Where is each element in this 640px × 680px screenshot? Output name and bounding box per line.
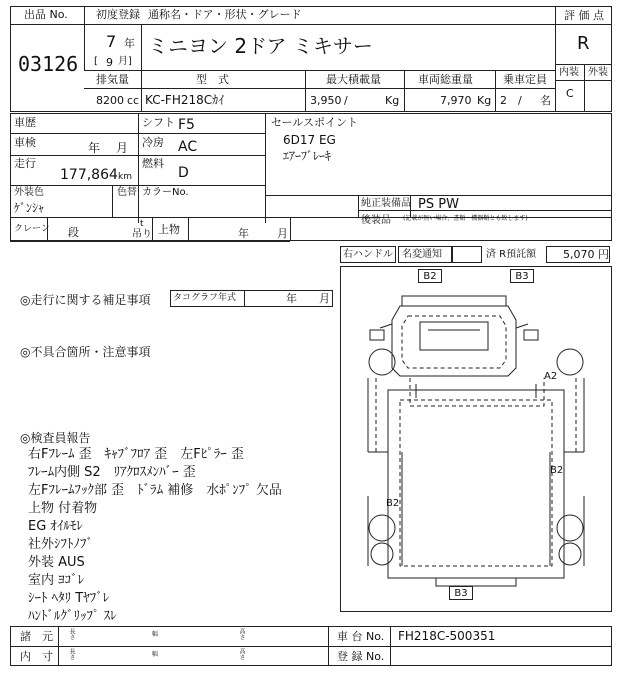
inspector-line: 右Fﾌﾚｰﾑ 歪 ｷｬﾌﾞﾌﾛｱ 歪 左Fﾋﾟﾗｰ 歪: [28, 447, 244, 462]
inspector-line: 左Fﾌﾚｰﾑﾌｯｸ部 歪 ﾄﾞﾗﾑ 補修 水ﾎﾟﾝﾌﾟ 欠品: [28, 483, 282, 498]
tax-value: 5,070: [563, 248, 595, 261]
details-left-divider: [138, 113, 139, 223]
mileage-value: 177,864: [60, 167, 118, 183]
mark-right-side: A2: [544, 371, 558, 382]
displacement-value: 8200: [96, 94, 124, 107]
dims-width-label: 幅: [152, 631, 159, 638]
crane-div-4: [290, 217, 291, 241]
spec-div-4: [495, 70, 496, 112]
header-label-row-line: [10, 24, 612, 25]
footer-div-3: [390, 626, 391, 666]
capacity-value: 2: [500, 94, 507, 107]
model-title-label: 通称名・ドア・形状・グレード: [148, 8, 302, 21]
inspector-line: 社外ｼﾌﾄﾉﾌﾞ: [28, 537, 94, 552]
truck-diagram: [340, 266, 612, 612]
inspector-line: ｼｰﾄ ﾍﾀﾘ Tﾔﾌﾞﾚ: [28, 591, 110, 606]
footer-div-1: [58, 626, 59, 666]
details-row2: [10, 155, 265, 156]
details-row5b: [358, 210, 612, 211]
first-reg-label: 初度登録: [96, 8, 140, 21]
dims-height-label: 高さ: [238, 628, 245, 640]
max-load-sep: /: [344, 94, 348, 107]
upper-label: 上物: [158, 223, 180, 236]
tacho-label: タコグラフ年式: [173, 293, 237, 303]
dims-length-label: 長さ: [68, 628, 75, 640]
details-row5: [265, 195, 612, 196]
capacity-sep: /: [518, 94, 522, 107]
lot-label: 出品 No.: [24, 8, 68, 21]
inspector-line: 上物 付着物: [28, 501, 98, 516]
spec-mid-line: [84, 88, 555, 89]
aftermarket-note: (記載が無い場合、書類・機器類とも致します): [403, 215, 528, 222]
tax-label: 済 R預託額: [486, 249, 537, 260]
interior-length-label: 長さ: [68, 648, 75, 660]
ac-value: AC: [178, 139, 198, 155]
capacity-label: 乗車定員: [503, 73, 547, 86]
gross-weight-unit: Kg: [477, 94, 492, 107]
tacho-year-unit: 年: [286, 292, 297, 305]
lot-divider: [84, 6, 85, 70]
crane-div-3: [188, 217, 189, 241]
lot-number: 03126: [18, 52, 79, 76]
upper-year-unit: 年: [238, 227, 249, 240]
interior-grade-label: 内装: [559, 67, 579, 78]
exterior-color-label: 外装色: [14, 187, 44, 198]
crane-div-2: [152, 217, 153, 241]
color-change-label: 色替: [117, 187, 137, 198]
spec-div-3: [404, 70, 405, 112]
type-label: 型 式: [196, 73, 229, 86]
fuel-value: D: [178, 165, 189, 181]
overall-grade: R: [577, 33, 590, 54]
mark-front-right: B3: [510, 269, 534, 283]
mileage-unit: km: [118, 172, 132, 182]
standard-equip-label: 純正装備品: [361, 198, 411, 209]
crane-stage-unit: 段: [68, 226, 79, 239]
crane-label: クレーン: [14, 224, 50, 234]
interior-height-label: 高さ: [238, 648, 245, 660]
name-change-label: 名変通知: [402, 249, 442, 260]
details-mid-divider: [265, 113, 266, 223]
sales-point-line2: ｴｱｰﾌﾞﾚｰｷ: [283, 149, 332, 163]
inspector-report-label: ◎検査員報告: [20, 431, 91, 445]
reg-no-label: 登 録 No.: [337, 650, 385, 663]
sales-point-label: セールスポイント: [271, 116, 359, 129]
handle-label: 右ハンドル: [343, 249, 393, 260]
reg-month: 9: [106, 56, 113, 69]
inspector-line: ﾌﾚｰﾑ内側 S2 ﾘｱｸﾛｽﾒﾝﾊﾞｰ 歪: [28, 465, 196, 480]
ac-label: 冷房: [142, 136, 164, 149]
crane-lift-unit: 吊り: [132, 229, 152, 240]
reg-year: 7: [106, 32, 117, 51]
equip-divider: [358, 195, 359, 217]
dims-label: 諸 元: [20, 630, 53, 643]
grade-split-vline: [584, 64, 585, 112]
interior-grade: C: [566, 87, 574, 100]
exterior-grade-label: 外装: [588, 67, 608, 78]
capacity-unit: 名: [540, 94, 551, 107]
crane-t-unit: t: [140, 219, 144, 229]
inspection-month-unit: 月: [116, 141, 129, 155]
footer-div-2: [328, 626, 329, 666]
fuel-label: 燃料: [142, 157, 164, 170]
name-change-check: [452, 246, 482, 263]
shift-label: シフト: [142, 116, 175, 129]
aftermarket-label: 後装品: [361, 215, 391, 226]
model-code: KC-FH218Cｶｲ: [145, 93, 225, 107]
reg-year-unit: 年: [124, 37, 135, 50]
displacement-label: 排気量: [96, 73, 129, 86]
inspector-line: 室内 ﾖｺﾞﾚ: [28, 573, 85, 588]
gross-weight-value: 7,970: [440, 94, 472, 107]
tacho-month-unit: 月: [319, 292, 330, 305]
interior-width-label: 幅: [152, 651, 159, 658]
vehicle-name: ミニヨン 2ドア ミキサー: [148, 34, 373, 58]
upper-month-unit: 月: [277, 227, 288, 240]
mark-front-left: B2: [418, 269, 442, 283]
displacement-unit: cc: [127, 94, 140, 107]
max-load-unit: Kg: [385, 94, 400, 107]
tax-unit: 円: [598, 248, 609, 261]
interior-dims-label: 内 寸: [20, 650, 53, 663]
year-divider: [141, 24, 142, 70]
exterior-color-value: ｹﾞﾝｼｬ: [14, 201, 45, 215]
crane-row-bottom: [10, 241, 290, 242]
mark-right-rear: B2: [550, 465, 564, 476]
max-load-label: 最大積載量: [326, 73, 381, 86]
inspector-line: ﾊﾝﾄﾞﾙｸﾞﾘｯﾌﾟ ｽﾚ: [28, 609, 117, 624]
color-no-label: カラーNo.: [142, 187, 189, 198]
max-load-value: 3,950: [310, 94, 342, 107]
inspection-label: 車検: [14, 136, 36, 149]
sales-point-line1: 6D17 EG: [283, 133, 336, 147]
grade-label: 評 価 点: [564, 9, 604, 22]
mark-rear: B3: [449, 586, 473, 600]
spec-top-line: [84, 70, 555, 71]
tacho-divider: [244, 290, 245, 307]
inspection-year-unit: 年: [88, 141, 101, 155]
reg-month-unit: 月]: [118, 56, 132, 67]
gross-weight-label: 車両総重量: [418, 73, 473, 86]
defect-notes-label: ◎不具合箇所・注意事項: [20, 345, 151, 359]
inspector-line: EG ｵｲﾙﾓﾚ: [28, 519, 83, 534]
chassis-label: 車 台 No.: [337, 630, 385, 643]
inspector-line: 外装 AUS: [28, 555, 85, 570]
details-row1: [10, 133, 265, 134]
chassis-value: FH218C-500351: [398, 629, 496, 643]
shift-value: F5: [178, 117, 195, 133]
reg-month-open: [: [94, 56, 98, 67]
spec-div-2: [305, 70, 306, 112]
grade-divider: [555, 6, 556, 112]
history-label: 車歴: [14, 116, 36, 129]
mark-left-rear: B2: [386, 498, 400, 509]
spec-div-1: [141, 70, 142, 112]
details-row3: [10, 185, 265, 186]
standard-equip-value: PS PW: [418, 197, 459, 212]
mileage-label: 走行: [14, 157, 36, 170]
color-divider: [112, 185, 113, 217]
driving-notes-label: ◎走行に関する補足事項: [20, 293, 151, 307]
footer-mid-line: [10, 646, 612, 647]
